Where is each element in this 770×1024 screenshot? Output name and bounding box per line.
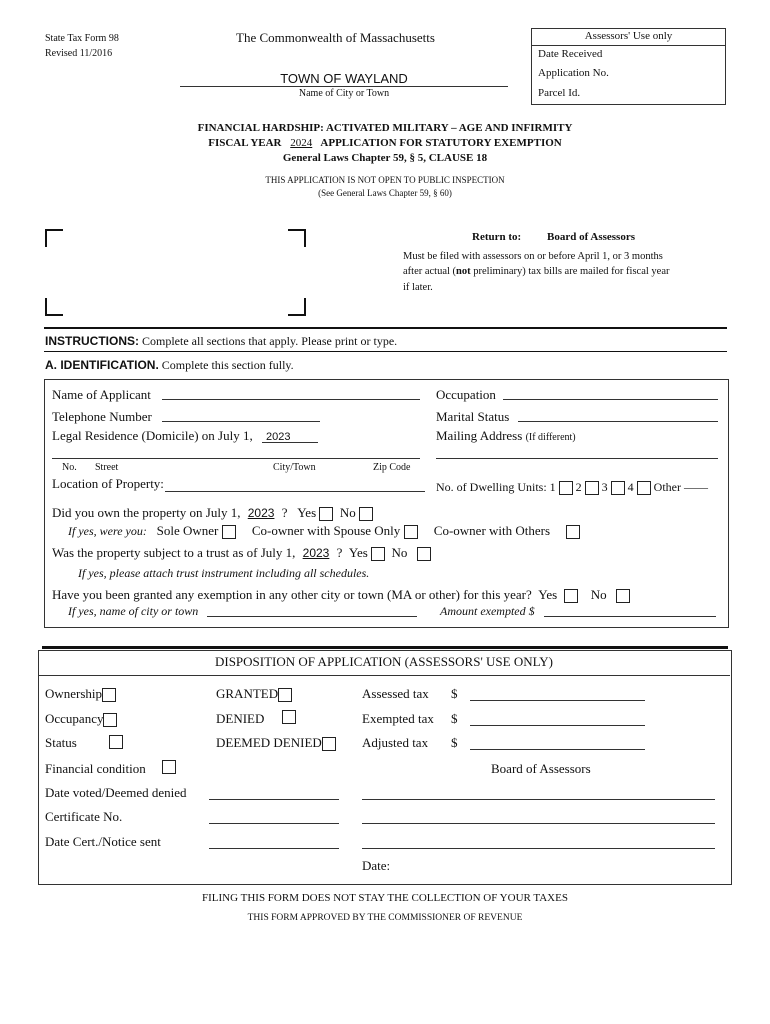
amount-exempted-field[interactable] <box>544 616 716 617</box>
filing-deadline-3: if later. <box>403 282 433 293</box>
signature-line-1[interactable] <box>362 799 715 800</box>
addr-city-caption: City/Town <box>273 462 316 473</box>
ownership-row <box>45 686 116 702</box>
own-year: 2023 <box>247 506 275 520</box>
own-yes-label: Yes <box>297 505 317 520</box>
exemption-question: Have you been granted any exemption in any other city or town (MA or other) for this year? <box>52 587 532 602</box>
instructions-label: INSTRUCTIONS: <box>45 334 139 348</box>
trust-yes-label: Yes <box>348 545 368 560</box>
trust-qmark: ? <box>336 545 343 560</box>
coowner-spouse-checkbox[interactable] <box>404 525 418 539</box>
revised-date: Revised 11/2016 <box>45 48 113 59</box>
coowner-others-label: Co-owner with Others <box>433 523 551 538</box>
own-qmark: ? <box>281 505 288 520</box>
ownership-checkbox[interactable] <box>102 688 116 702</box>
trust-no-checkbox[interactable] <box>417 547 431 561</box>
mailing-if-different: (If different) <box>525 432 576 443</box>
occupancy-row <box>45 711 117 727</box>
location-field[interactable] <box>165 491 425 492</box>
coowner-others-checkbox[interactable] <box>566 525 580 539</box>
own-no-label: No <box>339 505 356 520</box>
signature-line-3[interactable] <box>362 848 715 849</box>
granted-checkbox[interactable] <box>278 688 292 702</box>
instructions <box>45 334 397 349</box>
town-caption: Name of City or Town <box>298 88 390 99</box>
dwelling-3-checkbox[interactable] <box>611 481 625 495</box>
ownership-type-row <box>68 523 580 539</box>
deemed-denied-checkbox[interactable] <box>322 737 336 751</box>
legal-residence-year-line <box>262 442 318 443</box>
deadline-text-c: preliminary) tax bills are mailed for fiscal year <box>470 266 670 277</box>
trust-year: 2023 <box>302 546 330 560</box>
trust-question: Was the property subject to a trust as of July 1, <box>52 545 296 560</box>
du-4-label: 4 <box>627 480 634 494</box>
date-voted-field[interactable] <box>209 799 339 800</box>
own-no-checkbox[interactable] <box>359 507 373 521</box>
exempt-city-field[interactable] <box>207 616 417 617</box>
granted-label: GRANTED <box>216 686 279 701</box>
occupation-label: Occupation <box>436 387 496 402</box>
name-of-applicant-label: Name of Applicant <box>52 387 151 402</box>
addr-street-caption: Street <box>95 462 119 473</box>
du-3-label: 3 <box>601 480 608 494</box>
instructions-text: Complete all sections that apply. Please print or type. <box>142 334 398 348</box>
form-id: State Tax Form 98 <box>45 33 119 44</box>
adjusted-tax-label: Adjusted tax <box>362 735 429 750</box>
certificate-label: Certificate No. <box>45 809 123 824</box>
return-to-board: Board of Assessors <box>547 231 636 243</box>
denied-checkbox[interactable] <box>282 710 296 724</box>
assessed-tax-dollar: $ <box>451 686 458 701</box>
town-underline <box>180 86 508 87</box>
public-notice: THIS APPLICATION IS NOT OPEN TO PUBLIC INSPECTION <box>265 175 505 185</box>
if-yes-were-label: If yes, were you: <box>68 524 147 538</box>
trust-note: If yes, please attach trust instrument including all schedules. <box>78 566 370 580</box>
exempt-no-checkbox[interactable] <box>616 589 630 603</box>
deadline-text-not: not <box>456 266 471 277</box>
law-reference: General Laws Chapter 59, § 5, CLAUSE 18 <box>282 152 488 164</box>
exempted-tax-field[interactable] <box>470 725 645 726</box>
addr-no-caption: No. <box>62 462 77 473</box>
assessed-tax-label: Assessed tax <box>362 686 429 701</box>
financial-checkbox[interactable] <box>162 760 176 774</box>
occupancy-checkbox[interactable] <box>103 713 117 727</box>
exempted-tax-dollar: $ <box>451 711 458 726</box>
if-yes-city-label: If yes, name of city or town <box>68 604 199 618</box>
ownership-label: Ownership <box>45 686 103 701</box>
footer-line-2: THIS FORM APPROVED BY THE COMMISSIONER OF REVENUE <box>247 913 523 923</box>
mailing-address-text: Mailing Address <box>436 428 523 443</box>
telephone-label: Telephone Number <box>52 409 152 424</box>
addr-zip-caption: Zip Code <box>373 462 411 473</box>
fiscal-year-value: 2024 <box>290 137 313 149</box>
board-of-assessors-label: Board of Assessors <box>491 761 591 776</box>
date-label: Date: <box>362 858 391 873</box>
denied-label: DENIED <box>216 711 265 726</box>
section-a-text: Complete this section fully. <box>161 358 294 372</box>
trust-no-label: No <box>391 545 408 560</box>
signature-line-2[interactable] <box>362 823 715 824</box>
window-corner-br <box>288 298 306 316</box>
dwelling-1-checkbox[interactable] <box>559 481 573 495</box>
occupation-field[interactable] <box>503 399 718 400</box>
exempt-yes-label: Yes <box>538 587 558 602</box>
financial-label: Financial condition <box>45 761 146 776</box>
window-corner-tl <box>45 229 63 247</box>
instructions-rule-bottom <box>44 351 727 352</box>
certificate-field[interactable] <box>209 823 339 824</box>
dwelling-2-checkbox[interactable] <box>585 481 599 495</box>
status-label: Status <box>45 735 77 750</box>
disposition-title-rule <box>38 675 730 676</box>
footer-line-1: FILING THIS FORM DOES NOT STAY THE COLLECTION OF YOUR TAXES <box>202 892 568 904</box>
assessors-box-title: Assessors' Use only <box>584 30 673 42</box>
dwelling-4-checkbox[interactable] <box>637 481 651 495</box>
exempted-tax-label: Exempted tax <box>362 711 434 726</box>
deemed-denied-label: DEEMED DENIED <box>216 735 322 750</box>
legal-residence-field[interactable] <box>52 458 420 459</box>
window-corner-bl <box>45 298 63 316</box>
disposition-title: DISPOSITION OF APPLICATION (ASSESSORS' USE ONLY) <box>214 654 553 669</box>
exempt-no-label: No <box>590 587 607 602</box>
trust-row <box>52 545 431 561</box>
date-received-label: Date Received <box>538 48 603 60</box>
adjusted-tax-dollar: $ <box>451 735 458 750</box>
mailing-address-field[interactable] <box>436 458 718 459</box>
date-voted-label: Date voted/Deemed denied <box>45 785 187 800</box>
window-corner-tr <box>288 229 306 247</box>
dwelling-units-row <box>436 480 708 495</box>
marital-status-label: Marital Status <box>436 409 510 424</box>
dwelling-units-label: No. of Dwelling Units: 1 <box>436 480 556 494</box>
telephone-field[interactable] <box>162 421 320 422</box>
exemption-row <box>52 587 630 603</box>
own-property-row <box>52 505 373 521</box>
location-label: Location of Property: <box>52 476 164 491</box>
du-2-label: 2 <box>575 480 582 494</box>
filing-deadline-2 <box>403 266 669 277</box>
town-name: TOWN OF WAYLAND <box>280 71 408 86</box>
name-of-applicant-field[interactable] <box>162 399 420 400</box>
disposition-rule <box>42 646 728 649</box>
application-no-label: Application No. <box>538 67 609 79</box>
sole-owner-label: Sole Owner <box>156 523 219 538</box>
sole-owner-checkbox[interactable] <box>222 525 236 539</box>
granted-row <box>216 686 292 702</box>
section-a-label: A. IDENTIFICATION. <box>45 358 159 372</box>
status-checkbox[interactable] <box>109 735 123 749</box>
trust-yes-checkbox[interactable] <box>371 547 385 561</box>
own-question: Did you own the property on July 1, <box>52 505 241 520</box>
marital-status-field[interactable] <box>518 421 718 422</box>
deadline-text-a: after actual ( <box>403 266 457 277</box>
fiscal-year-line <box>0 137 770 149</box>
section-a-heading <box>45 358 294 373</box>
assessed-tax-field[interactable] <box>470 700 645 701</box>
date-cert-field[interactable] <box>209 848 339 849</box>
parcel-id-label: Parcel Id. <box>538 87 581 99</box>
assessors-use-box <box>531 28 726 105</box>
return-to-label: Return to: <box>472 231 522 243</box>
instructions-rule <box>44 327 727 329</box>
deemed-denied-row <box>216 735 336 751</box>
legal-residence-label: Legal Residence (Domicile) on July 1, <box>52 428 253 443</box>
fy-suffix: APPLICATION FOR STATUTORY EXEMPTION <box>320 137 562 149</box>
amount-exempted-label: Amount exempted $ <box>440 604 535 618</box>
commonwealth-title: The Commonwealth of Massachusetts <box>236 30 435 45</box>
exempt-yes-checkbox[interactable] <box>564 589 578 603</box>
du-other-label: Other —— <box>653 480 708 494</box>
adjusted-tax-field[interactable] <box>470 749 645 750</box>
filing-deadline-1: Must be filed with assessors on or before April 1, or 3 months <box>403 251 663 262</box>
occupancy-label: Occupancy <box>45 711 104 726</box>
date-cert-label: Date Cert./Notice sent <box>45 834 161 849</box>
legal-residence-year: 2023 <box>266 431 291 443</box>
form-title: FINANCIAL HARDSHIP: ACTIVATED MILITARY – AGE AND INFIRMITY <box>197 122 573 134</box>
coowner-spouse-label: Co-owner with Spouse Only <box>251 523 401 538</box>
mailing-address-label <box>436 428 576 444</box>
public-notice-ref: (See General Laws Chapter 59, § 60) <box>318 188 452 198</box>
own-yes-checkbox[interactable] <box>319 507 333 521</box>
fy-prefix: FISCAL YEAR <box>208 137 282 149</box>
